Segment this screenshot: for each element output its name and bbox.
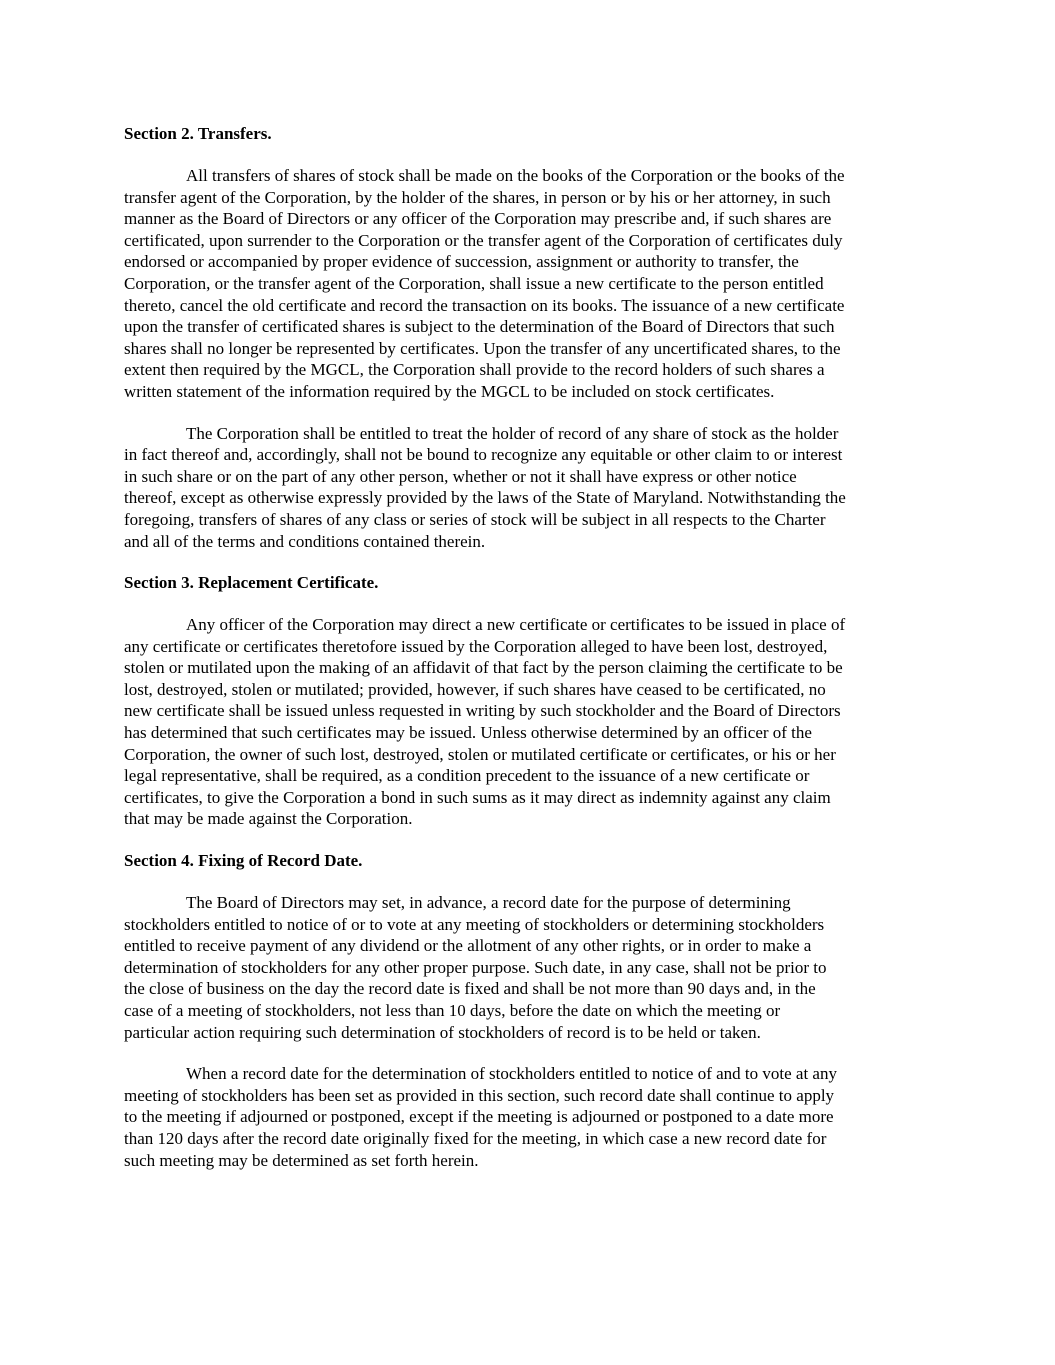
- section-2-paragraph-1: All transfers of shares of stock shall be made on the books of the Corporation or the books of the transfer agent of the Corporation, by the holder of the shares, in person or by his or her attorney, in such manner as the Board of Directors or any officer of the Corporation may prescribe and, if such shares are certificated, upon surrender to the Corporation or the transfer agent of the Corporation of certificates duly endorsed or accompanied by proper evidence of succession, assignment or authority to transfer, the Corporation, or the transfer agent of the Corporation, shall issue a new certificate to the person entitled thereto, cancel the old certificate and record the transaction on its books. The issuance of a new certificate upon the transfer of certificated shares is subject to the determination of the Board of Directors that such shares shall no longer be represented by certificates. Upon the transfer of any uncertificated shares, to the extent then required by the MGCL, the Corporation shall provide to the record holders of such shares a written statement of the information required by the MGCL to be included on stock certificates.: [124, 166, 845, 401]
- section-3-heading: Section 3. Replacement Certificate.: [124, 573, 379, 593]
- document-page: [124, 123, 932, 1191]
- section-4-heading: Section 4. Fixing of Record Date.: [124, 851, 363, 871]
- section-3-paragraph-1: Any officer of the Corporation may direct a new certificate or certificates to be issued in place of any certificate or certificates theretofore issued by the Corporation alleged to have been lost, destroyed, stolen or mutilated upon the making of an affidavit of that fact by the person claiming the certificate to be lost, destroyed, stolen or mutilated; provided, however, if such shares have ceased to be certificated, no new certificate shall be issued unless requested in writing by such stockholder and the Board of Directors has determined that such certificates may be issued. Unless otherwise determined by an officer of the Corporation, the owner of such lost, destroyed, stolen or mutilated certificate or certificates, or his or her legal representative, shall be required, as a condition precedent to the issuance of a new certificate or certificates, to give the Corporation a bond in such sums as it may direct as indemnity against any claim that may be made against the Corporation.: [124, 615, 846, 829]
- section-4-paragraph-1: The Board of Directors may set, in advance, a record date for the purpose of determining stockholders entitled to notice of or to vote at any meeting of stockholders or determining stockholders entitled to receive payment of any dividend or the allotment of any other rights, or in order to make a determination of stockholders for any other proper purpose. Such date, in any case, shall not be prior to the close of business on the day the record date is fixed and shall be not more than 90 days and, in the case of a meeting of stockholders, not less than 10 days, before the date on which the meeting or particular action requiring such determination of stockholders of record is to be held or taken.: [124, 893, 827, 1042]
- section-2-heading: Section 2. Transfers.: [124, 124, 272, 143]
- section-4-paragraph-2: When a record date for the determination of stockholders entitled to notice of and to vote at any meeting of stockholders has been set as provided in this section, such record date shall continue to apply to the meeting if adjourned or postponed, except if the meeting is adjourned or postponed to a date more than 120 days after the record date originally fixed for the meeting, in which case a new record date for such meeting may be determined as set forth herein.: [124, 1064, 837, 1170]
- section-2-paragraph-2: The Corporation shall be entitled to treat the holder of record of any share of stock as the holder in fact thereof and, accordingly, shall not be bound to recognize any equitable or other claim to or interest in such share or on the part of any other person, whether or not it shall have express or other notice thereof, except as otherwise expressly provided by the laws of the State of Maryland. Notwithstanding the foregoing, transfers of shares of any class or series of stock will be subject in all respects to the Charter and all of the terms and conditions contained therein.: [124, 423, 846, 551]
